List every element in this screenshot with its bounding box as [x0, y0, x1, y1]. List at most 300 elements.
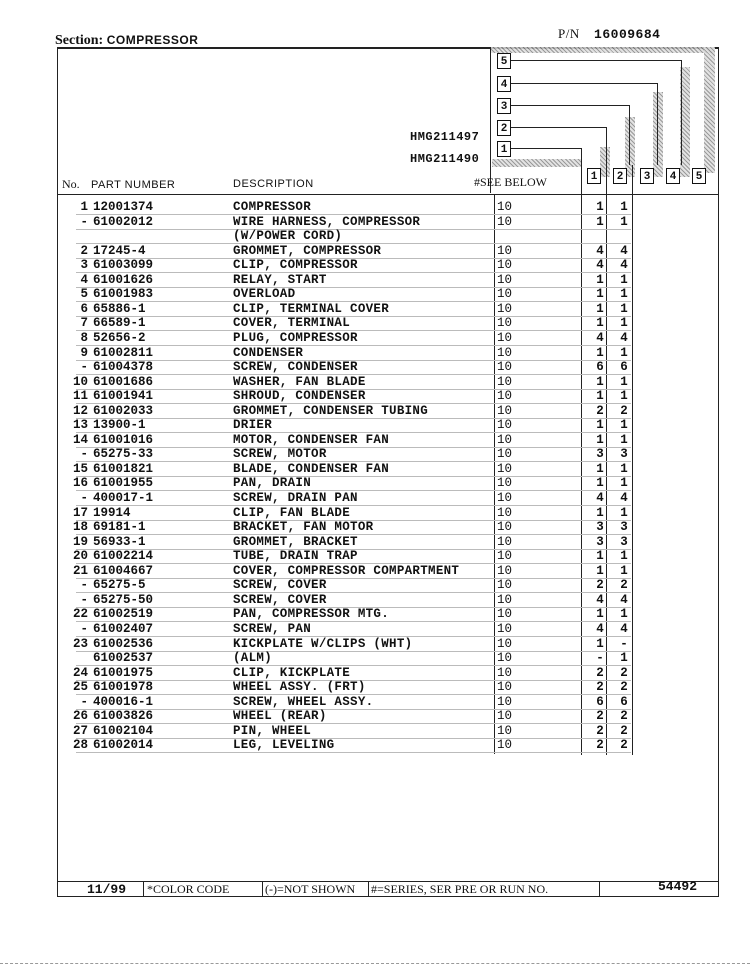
row-series: 10: [497, 287, 513, 302]
table-row: [57, 738, 719, 753]
row-part-number: 61001626: [93, 272, 154, 287]
row-series: 10: [497, 563, 513, 578]
footer-div-2: [262, 882, 263, 897]
table-row: [57, 593, 719, 608]
table-row: [57, 447, 719, 462]
col-header-no: No.: [62, 177, 80, 191]
row-part-number: 12001374: [93, 200, 154, 214]
row-qty-2: 1: [620, 461, 628, 476]
row-item-number: 5: [80, 287, 88, 302]
col-header-part-number: PART NUMBER: [91, 179, 176, 191]
row-description: COVER, COMPRESSOR COMPARTMENT: [233, 563, 460, 578]
footer-color-code: *COLOR CODE: [147, 882, 230, 896]
row-qty-1: 2: [596, 665, 604, 680]
row-qty-1: 1: [596, 316, 604, 331]
row-description: RELAY, START: [233, 272, 327, 287]
row-qty-1: 4: [596, 491, 604, 505]
table-row: [57, 520, 719, 535]
row-description: BLADE, CONDENSER FAN: [233, 461, 390, 476]
row-series: 10: [497, 534, 513, 549]
row-description: COMPRESSOR: [233, 200, 312, 214]
qty-col-box-3: 3: [640, 168, 654, 184]
row-description: SCREW, CONDENSER: [233, 360, 358, 375]
row-qty-2: 4: [620, 330, 628, 345]
row-item-number: 12: [72, 403, 88, 418]
table-row: [57, 200, 719, 215]
row-series: 10: [497, 607, 513, 622]
row-qty-2: 1: [620, 389, 628, 404]
row-item-number: 26: [72, 709, 88, 724]
row-description: SCREW, MOTOR: [233, 447, 327, 462]
table-row: [57, 244, 719, 259]
row-series: 10: [497, 491, 513, 505]
row-part-number: 61001975: [93, 665, 154, 680]
row-part-number: 19914: [93, 505, 131, 520]
row-item-number: 2: [80, 243, 88, 258]
row-qty-1: 4: [596, 592, 604, 607]
row-qty-1: 6: [596, 694, 604, 709]
row-description: WHEEL (REAR): [233, 709, 327, 724]
row-part-number: 65275-50: [93, 592, 154, 607]
row-series: 10: [497, 694, 513, 709]
table-row: [57, 215, 719, 230]
row-qty-1: 1: [596, 301, 604, 316]
row-qty-1: 1: [596, 389, 604, 404]
row-item-number: 7: [80, 316, 88, 331]
row-qty-2: 2: [620, 578, 628, 593]
col-header-description: DESCRIPTION: [233, 178, 314, 190]
row-description: CLIP, COMPRESSOR: [233, 258, 358, 273]
row-qty-2: 2: [620, 665, 628, 680]
qty-col-box-1: 1: [587, 168, 601, 184]
bracket-1-h: [511, 148, 581, 149]
row-qty-1: 2: [596, 723, 604, 738]
row-qty-2: 1: [620, 214, 628, 229]
model-box-4: 4: [497, 76, 511, 92]
row-item-number: 15: [72, 461, 88, 476]
row-qty-2: 3: [620, 520, 628, 535]
row-description: PLUG, COMPRESSOR: [233, 330, 358, 345]
row-description: BRACKET, FAN MOTOR: [233, 520, 374, 535]
row-qty-2: 2: [620, 738, 628, 753]
row-qty-1: 3: [596, 447, 604, 462]
row-description: CLIP, KICKPLATE: [233, 665, 351, 680]
row-item-number: -: [80, 621, 88, 636]
table-row: [57, 695, 719, 710]
row-qty-1: 1: [596, 505, 604, 520]
footer-page-code: 54492: [658, 879, 698, 894]
row-series: 10: [497, 578, 513, 593]
row-item-number: -: [80, 491, 88, 505]
row-qty-2: 3: [620, 534, 628, 549]
row-item-number: 20: [72, 549, 88, 564]
row-item-number: 22: [72, 607, 88, 622]
table-row: [57, 578, 719, 593]
row-item-number: 8: [80, 330, 88, 345]
row-qty-1: 4: [596, 330, 604, 345]
row-description: SCREW, DRAIN PAN: [233, 491, 358, 505]
speckle-col4: [653, 92, 663, 177]
table-row: [57, 637, 719, 652]
row-item-number: 25: [72, 680, 88, 695]
row-series: 10: [497, 374, 513, 389]
row-item-number: 17: [72, 505, 88, 520]
row-item-number: -: [80, 447, 88, 462]
row-description: MOTOR, CONDENSER FAN: [233, 432, 390, 447]
row-qty-1: 1: [596, 563, 604, 578]
row-part-number: 65275-33: [93, 447, 154, 462]
row-description: SCREW, PAN: [233, 621, 312, 636]
row-qty-2: 1: [620, 200, 628, 214]
row-item-number: 23: [72, 636, 88, 651]
pn-value: 16009684: [594, 27, 661, 42]
row-series: 10: [497, 738, 513, 753]
footer-series-note: #=SERIES, SER PRE OR RUN NO.: [371, 882, 549, 896]
row-description: SCREW, COVER: [233, 592, 327, 607]
row-part-number: 13900-1: [93, 418, 146, 433]
row-series: 10: [497, 505, 513, 520]
row-series: 10: [497, 301, 513, 316]
row-item-number: -: [80, 214, 88, 229]
row-description: WHEEL ASSY. (FRT): [233, 680, 366, 695]
table-row: [57, 360, 719, 375]
row-item-number: -: [80, 360, 88, 375]
row-description: WASHER, FAN BLADE: [233, 374, 366, 389]
row-item-number: 9: [80, 345, 88, 360]
row-series: 10: [497, 520, 513, 535]
table-row: [57, 535, 719, 550]
table-row: [57, 462, 719, 477]
table-row: [57, 404, 719, 419]
row-description: WIRE HARNESS, COMPRESSOR: [233, 214, 421, 229]
row-description: PAN, COMPRESSOR MTG.: [233, 607, 390, 622]
bracket-4-h: [511, 83, 657, 84]
row-series: 10: [497, 360, 513, 375]
row-description: OVERLOAD: [233, 287, 296, 302]
row-series: 10: [497, 476, 513, 491]
row-description: PIN, WHEEL: [233, 723, 312, 738]
row-series: 10: [497, 665, 513, 680]
row-description: COVER, TERMINAL: [233, 316, 351, 331]
row-qty-2: 2: [620, 723, 628, 738]
row-qty-1: 2: [596, 709, 604, 724]
row-part-number: 61002033: [93, 403, 154, 418]
row-qty-2: 6: [620, 360, 628, 375]
row-qty-1: 2: [596, 578, 604, 593]
row-item-number: 13: [72, 418, 88, 433]
row-series: 10: [497, 432, 513, 447]
row-item-number: 4: [80, 272, 88, 287]
speckle-right: [704, 47, 715, 173]
row-qty-1: 4: [596, 258, 604, 273]
row-item-number: 28: [72, 738, 88, 753]
row-qty-1: 2: [596, 738, 604, 753]
row-qty-2: 1: [620, 287, 628, 302]
row-part-number: 66589-1: [93, 316, 146, 331]
row-part-number: 400016-1: [93, 694, 154, 709]
model-box-1: 1: [497, 141, 511, 157]
row-description: DRIER: [233, 418, 273, 433]
row-description: CLIP, FAN BLADE: [233, 505, 351, 520]
pn-label: P/N: [558, 26, 580, 41]
row-part-number: 61001941: [93, 389, 154, 404]
row-part-number: 61003826: [93, 709, 154, 724]
row-part-number: 17245-4: [93, 243, 146, 258]
row-qty-1: 1: [596, 418, 604, 433]
row-part-number: 61001978: [93, 680, 154, 695]
row-item-number: 16: [72, 476, 88, 491]
row-qty-2: 4: [620, 621, 628, 636]
row-part-number: 61004667: [93, 563, 154, 578]
table-row: [57, 418, 719, 433]
row-series: 10: [497, 258, 513, 273]
table-row: [57, 506, 719, 521]
table-row: [57, 433, 719, 448]
row-description: KICKPLATE W/CLIPS (WHT): [233, 636, 413, 651]
row-qty-1: 1: [596, 287, 604, 302]
row-part-number: 61002012: [93, 214, 154, 229]
table-row: [57, 476, 719, 491]
row-qty-1: 2: [596, 403, 604, 418]
row-series: 10: [497, 330, 513, 345]
row-series: 10: [497, 549, 513, 564]
row-qty-2: 1: [620, 418, 628, 433]
table-row: [57, 375, 719, 390]
row-qty-1: 1: [596, 345, 604, 360]
table-row: [57, 287, 719, 302]
row-description: CLIP, TERMINAL COVER: [233, 301, 390, 316]
row-qty-2: 1: [620, 476, 628, 491]
model-box-5: 5: [497, 53, 511, 69]
row-item-number: 27: [72, 723, 88, 738]
row-part-number: 61002536: [93, 636, 154, 651]
bracket-5-h: [511, 60, 681, 61]
row-description: (ALM): [233, 651, 273, 666]
row-part-number: 61001686: [93, 374, 154, 389]
bracket-3-v: [629, 105, 630, 165]
row-series: 10: [497, 651, 513, 666]
row-item-number: 11: [72, 389, 88, 404]
row-part-number: 61002407: [93, 621, 154, 636]
row-qty-2: 1: [620, 301, 628, 316]
row-part-number: 65886-1: [93, 301, 146, 316]
row-qty-2: 2: [620, 709, 628, 724]
row-item-number: -: [80, 578, 88, 593]
section-label-text: Section:: [55, 33, 104, 48]
row-qty-2: 4: [620, 243, 628, 258]
row-description: SCREW, COVER: [233, 578, 327, 593]
row-qty-2: 4: [620, 592, 628, 607]
row-qty-1: 1: [596, 461, 604, 476]
row-part-number: 61002104: [93, 723, 154, 738]
row-series: 10: [497, 723, 513, 738]
row-series: 10: [497, 316, 513, 331]
row-qty-1: 1: [596, 549, 604, 564]
row-part-number: 61002537: [93, 651, 154, 666]
row-description: GROMMET, COMPRESSOR: [233, 243, 382, 258]
bracket-3-h: [511, 105, 629, 106]
row-qty-2: 1: [620, 345, 628, 360]
qty-col-box-4: 4: [666, 168, 680, 184]
bracket-4-v: [657, 83, 658, 165]
row-qty-1: 2: [596, 680, 604, 695]
row-part-number: 61001955: [93, 476, 154, 491]
row-qty-1: 1: [596, 374, 604, 389]
row-part-number: 52656-2: [93, 330, 146, 345]
row-item-number: 14: [72, 432, 88, 447]
row-qty-2: 1: [620, 563, 628, 578]
table-row: [57, 724, 719, 739]
row-series: 10: [497, 592, 513, 607]
row-qty-1: 6: [596, 360, 604, 375]
page-bottom-edge: [0, 963, 750, 965]
table-row: [57, 229, 719, 244]
row-part-number: 61002214: [93, 549, 154, 564]
row-item-number: -: [80, 592, 88, 607]
row-part-number: 61002811: [93, 345, 154, 360]
row-series: 10: [497, 214, 513, 229]
row-description: GROMMET, BRACKET: [233, 534, 358, 549]
row-description: SHROUD, CONDENSER: [233, 389, 366, 404]
row-rule: [76, 752, 631, 753]
row-qty-2: 1: [620, 272, 628, 287]
row-qty-2: 1: [620, 505, 628, 520]
row-item-number: 24: [72, 665, 88, 680]
table-row: [57, 651, 719, 666]
row-part-number: 65275-5: [93, 578, 146, 593]
row-qty-2: 2: [620, 680, 628, 695]
row-qty-2: 1: [620, 432, 628, 447]
row-series: 10: [497, 389, 513, 404]
table-row: [57, 273, 719, 288]
row-item-number: 3: [80, 258, 88, 273]
row-description: CONDENSER: [233, 345, 304, 360]
table-row: [57, 316, 719, 331]
row-qty-2: 1: [620, 651, 628, 666]
row-qty-1: 3: [596, 520, 604, 535]
row-part-number: 61001983: [93, 287, 154, 302]
row-item-number: 19: [72, 534, 88, 549]
row-part-number: 61002014: [93, 738, 154, 753]
row-qty-2: 2: [620, 403, 628, 418]
footer-date: 11/99: [87, 882, 127, 897]
speckle-mid: [492, 159, 582, 167]
footer-not-shown: (-)=NOT SHOWN: [265, 882, 356, 896]
table-row: [57, 549, 719, 564]
row-qty-1: -: [596, 651, 604, 666]
row-qty-2: 1: [620, 549, 628, 564]
row-series: 10: [497, 403, 513, 418]
row-qty-2: 3: [620, 447, 628, 462]
qty-col-box-5: 5: [692, 168, 706, 184]
row-qty-1: 1: [596, 636, 604, 651]
footer-div-3: [368, 882, 369, 897]
row-item-number: 21: [72, 563, 88, 578]
model-box-3: 3: [497, 98, 511, 114]
row-part-number: 61001016: [93, 432, 154, 447]
table-row: [57, 666, 719, 681]
row-series: 10: [497, 272, 513, 287]
row-qty-1: 1: [596, 607, 604, 622]
row-qty-1: 1: [596, 214, 604, 229]
table-row: [57, 389, 719, 404]
row-qty-2: 6: [620, 694, 628, 709]
row-series: 10: [497, 200, 513, 214]
row-description: (W/POWER CORD): [233, 229, 343, 244]
row-qty-1: 4: [596, 621, 604, 636]
hdr-divider-v: [490, 47, 491, 193]
table-row: [57, 607, 719, 622]
bracket-5-v: [681, 60, 682, 165]
model-number-1: HMG211497: [410, 130, 480, 144]
table-row: [57, 346, 719, 361]
row-item-number: 1: [80, 200, 88, 214]
table-row: [57, 491, 719, 506]
row-description: PAN, DRAIN: [233, 476, 312, 491]
row-qty-2: 1: [620, 316, 628, 331]
row-part-number: 61002519: [93, 607, 154, 622]
part-number-header: [558, 26, 660, 42]
table-row: [57, 258, 719, 273]
row-qty-1: 1: [596, 272, 604, 287]
speckle-col2: [600, 147, 610, 177]
row-item-number: 6: [80, 301, 88, 316]
speckle-top: [490, 47, 715, 53]
row-series: 10: [497, 621, 513, 636]
row-item-number: -: [80, 694, 88, 709]
row-series: 10: [497, 680, 513, 695]
row-series: 10: [497, 345, 513, 360]
row-description: GROMMET, CONDENSER TUBING: [233, 403, 429, 418]
row-description: TUBE, DRAIN TRAP: [233, 549, 358, 564]
row-description: SCREW, WHEEL ASSY.: [233, 694, 374, 709]
row-part-number: 61004378: [93, 360, 154, 375]
model-number-2: HMG211490: [410, 152, 480, 166]
row-qty-1: 1: [596, 200, 604, 214]
row-qty-2: 1: [620, 374, 628, 389]
row-qty-2: -: [620, 636, 628, 651]
row-qty-2: 4: [620, 258, 628, 273]
col-header-series: #SEE BELOW: [474, 175, 547, 189]
row-series: 10: [497, 709, 513, 724]
bracket-2-h: [511, 127, 606, 128]
row-qty-1: 3: [596, 534, 604, 549]
row-qty-2: 4: [620, 491, 628, 505]
bracket-2-v: [606, 127, 607, 165]
row-part-number: 56933-1: [93, 534, 146, 549]
row-part-number: 61003099: [93, 258, 154, 273]
header-rule: [57, 194, 719, 195]
row-series: 10: [497, 461, 513, 476]
footer-div-4: [599, 882, 600, 897]
row-series: 10: [497, 418, 513, 433]
row-qty-1: 1: [596, 432, 604, 447]
row-series: 10: [497, 243, 513, 258]
table-row: [57, 709, 719, 724]
row-description: LEG, LEVELING: [233, 738, 335, 753]
table-row: [57, 622, 719, 637]
row-part-number: 400017-1: [93, 491, 154, 505]
row-part-number: 61001821: [93, 461, 154, 476]
section-value: COMPRESSOR: [106, 33, 199, 47]
table-row: [57, 331, 719, 346]
model-column-header: [490, 47, 719, 193]
table-row: [57, 302, 719, 317]
row-series: 10: [497, 447, 513, 462]
row-qty-2: 1: [620, 607, 628, 622]
model-box-2: 2: [497, 120, 511, 136]
bracket-1-v: [581, 148, 582, 165]
